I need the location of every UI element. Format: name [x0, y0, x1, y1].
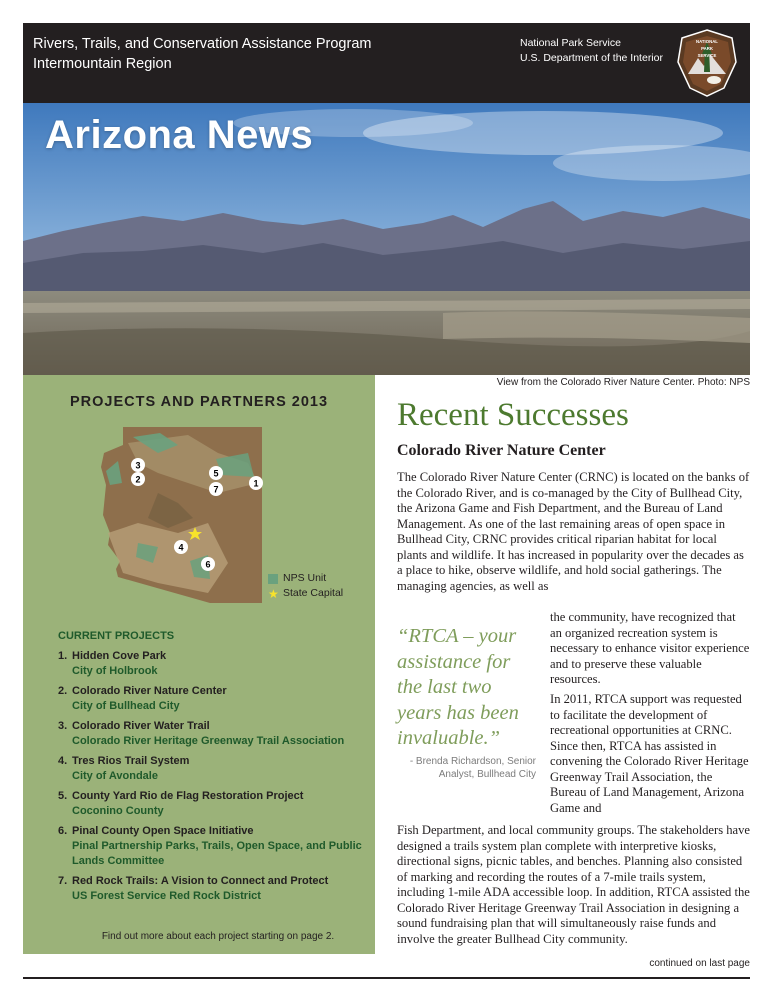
project-name: County Yard Rio de Flag Restoration Project: [72, 790, 304, 802]
continued-note: continued on last page: [649, 958, 750, 969]
project-partner: Pinal Partnership Parks, Trails, Open Space, and Public Lands Committee: [72, 840, 362, 867]
project-number: 5.: [58, 790, 68, 802]
project-name: Tres Rios Trail System: [72, 755, 190, 767]
logo-text-1: NATIONAL: [696, 39, 718, 44]
project-name: Red Rock Trails: A Vision to Connect and Protect: [72, 875, 329, 887]
nps-unit-swatch-icon: [268, 574, 278, 584]
legend-state-capital: [268, 586, 343, 601]
map-marker-3-label: 3: [135, 460, 141, 471]
star-icon: ★: [268, 586, 279, 601]
project-name: Colorado River Water Trail: [72, 720, 210, 732]
project-partner: City of Holbrook: [72, 665, 158, 677]
map-marker-6-label: 6: [205, 559, 211, 570]
map-marker-4-label: 4: [178, 542, 184, 553]
legend-nps-unit: [268, 571, 343, 586]
project-list: [58, 649, 368, 909]
map-marker-4: [174, 540, 188, 554]
project-item: [58, 789, 368, 819]
map-marker-7-label: 7: [213, 484, 219, 495]
arizona-project-map: [98, 423, 268, 605]
project-name: Hidden Cove Park: [72, 650, 167, 662]
project-name: Pinal County Open Space Initiative: [72, 825, 254, 837]
logo-text-3: SERVICE: [697, 53, 717, 58]
project-partner: US Forest Service Red Rock District: [72, 890, 261, 902]
project-number: 2.: [58, 685, 68, 697]
map-marker-7: [209, 482, 223, 496]
find-more-note: Find out more about each project starting on page 2.: [101, 931, 335, 942]
project-partner: Colorado River Heritage Greenway Trail Association: [72, 735, 345, 747]
agency-name: [520, 36, 663, 66]
project-number: 6.: [58, 825, 68, 837]
newsletter-title: Arizona News: [45, 113, 314, 157]
program-line-2: Intermountain Region: [33, 56, 172, 72]
quote-attribution: - Brenda Richardson, Senior Analyst, Bullhead City: [409, 756, 536, 780]
project-number: 7.: [58, 875, 68, 887]
map-marker-5-label: 5: [213, 468, 219, 479]
map-marker-3: [131, 458, 145, 472]
projects-sidebar: [23, 375, 375, 954]
program-line-1: Rivers, Trails, and Conservation Assistance Program: [33, 36, 372, 52]
article-paragraph-3: In 2011, RTCA support was requested to facilitate the development of recreational opportunities at CRNC. Since then, RTCA has assisted in convening the Colorado River Heritage Greenway Trail Association, the Bureau of Land Management, Arizona Game and: [550, 692, 749, 815]
header-bar: [23, 23, 750, 103]
map-marker-5: [209, 466, 223, 480]
project-item: [58, 874, 368, 904]
article-paragraph-1: The Colorado River Nature Center (CRNC) is located on the banks of the Colorado River, and is co-managed by the City of Bullhead City, the Arizona Game and Fish Department, and the Bureau of Land Management. As one of the last remaining areas of open space in Bullhead City, CRNC provides critical riparian habitat for local plants and wildlife. It has increased in popularity over the decades as a place to hike, observe wildlife, and hold social gatherings. The managing agencies, as well as: [397, 470, 750, 593]
footer-rule: [23, 977, 750, 979]
project-name: Colorado River Nature Center: [72, 685, 227, 697]
photo-caption: View from the Colorado River Nature Center. Photo: NPS: [496, 377, 750, 388]
project-item: [58, 754, 368, 784]
project-number: 1.: [58, 650, 68, 662]
agency-line-1: National Park Service: [520, 37, 621, 49]
map-marker-1: [249, 476, 263, 490]
article-title: Recent Successes: [397, 397, 629, 433]
legend-nps-unit-label: NPS Unit: [283, 572, 327, 584]
agency-line-2: U.S. Department of the Interior: [520, 52, 663, 64]
pull-quote: “RTCA – your assistance for the last two years has been invaluable.”: [397, 625, 519, 749]
sidebar-title: PROJECTS AND PARTNERS 2013: [69, 394, 329, 410]
project-partner: Coconino County: [72, 805, 164, 817]
nps-arrowhead-logo: [674, 28, 740, 98]
project-item: [58, 824, 368, 869]
legend-state-capital-label: State Capital: [283, 587, 344, 599]
map-marker-6: [201, 557, 215, 571]
project-item: [58, 649, 368, 679]
map-marker-2: [131, 472, 145, 486]
logo-text-2: PARK: [701, 46, 713, 51]
project-partner: City of Bullhead City: [72, 700, 180, 712]
article-paragraph-2: the community, have recognized that an organized recreation system is necessary to enhance visitor experience and to preserve these valuable resources.: [550, 610, 750, 686]
map-legend: [268, 571, 343, 601]
hero-photo: [23, 103, 750, 375]
map-marker-1-label: 1: [253, 478, 259, 489]
project-item: [58, 719, 368, 749]
project-number: 4.: [58, 755, 68, 767]
program-name: [33, 34, 371, 74]
article-subhead: Colorado River Nature Center: [397, 442, 606, 459]
article-paragraph-4: Fish Department, and local community groups. The stakeholders have designed a trails system plan complete with interpretive kiosks, directional signs, picnic tables, and benches. Planning also consisted of marking and recording the routes of a 7-mile trails system, including 1-mile ADA accessible loop. In addition, RTCA assisted the Colorado River Heritage Greenway Trail Association in designing a sound fundraising plan that will simultaneously raise funds and involve the greater Bullhead City community.: [397, 823, 751, 946]
project-partner: City of Avondale: [72, 770, 158, 782]
project-number: 3.: [58, 720, 68, 732]
project-item: [58, 684, 368, 714]
current-projects-heading: CURRENT PROJECTS: [58, 630, 175, 642]
map-marker-2-label: 2: [135, 474, 141, 485]
